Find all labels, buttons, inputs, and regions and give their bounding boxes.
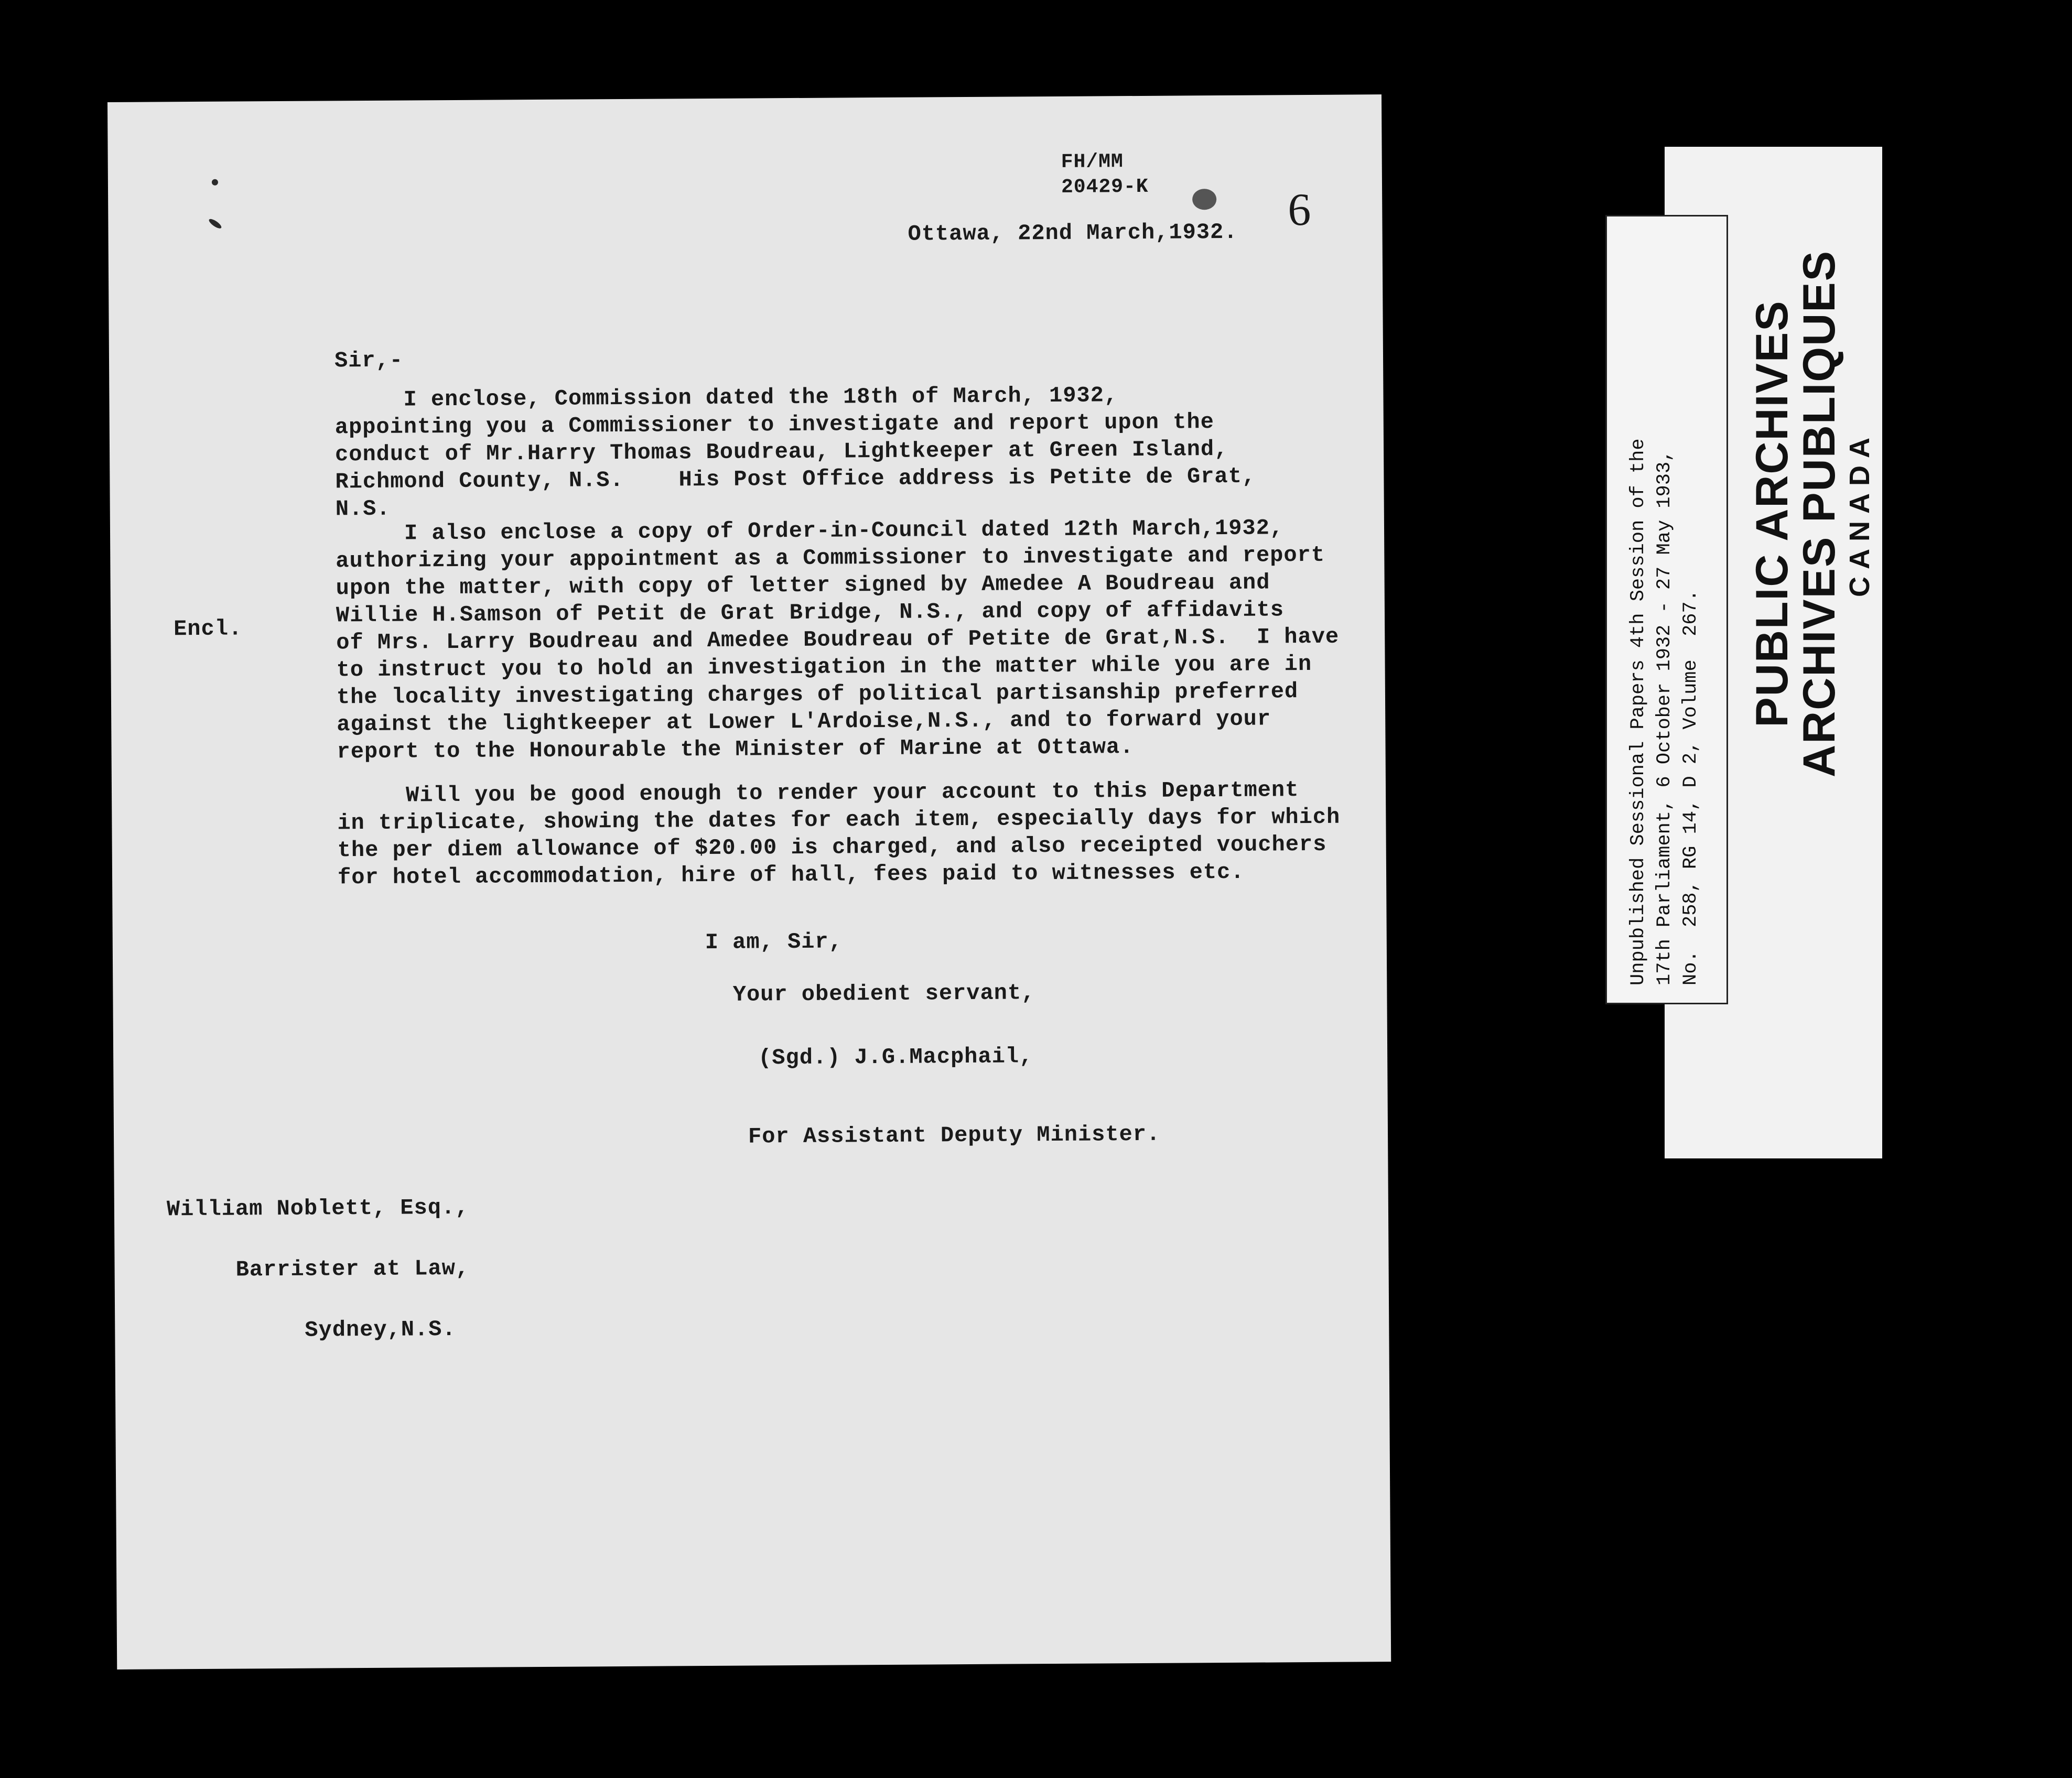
paragraph-order-in-council: I also enclose a copy of Order-in-Council dated 12th March,1932, authorizing your appointment as a Commissioner to investigate and report upon the matter, with copy of letter signed by Amedee A Boudreau and Willie H.Samson of Petit de Grat Bridge, N.S., and copy of affidavits of Mrs. Larry Boudreau and Amedee Boudreau of Petite de Grat,N.S. I have to instruct you to hold an investigation in the matter while you are in the locality investigating charges of political partisanship preferred against the lightkeeper at Lower L'Ardoise,N.S., and to forward your report to the Honourable the Minister of Marine at Ottawa.	[335, 515, 1340, 765]
enclosure-note: Encl.	[173, 616, 243, 642]
department-reference	[1061, 149, 1149, 200]
salutation: Sir,-	[334, 348, 404, 374]
reference-initials: FH/MM	[1061, 150, 1124, 174]
paragraph-commission: I enclose, Commission dated the 18th of March, 1932, appointing you a Commissioner to investigate and report upon the conduct of Mr.Harry Thomas Boudreau, Lightkeeper at Green Island, Richmond County, N.S. His Post Office address is Petite de Grat, N.S.	[334, 383, 1256, 522]
letter-page	[107, 94, 1391, 1669]
source-line-3: No. 258, RG 14, D 2, Volume 267.	[1680, 590, 1702, 985]
addressee-city: Sydney,N.S.	[167, 1316, 456, 1344]
source-label-text	[1625, 241, 1704, 985]
archive-card-text	[1749, 225, 1876, 802]
addressee-profession: Barrister at Law,	[167, 1255, 470, 1283]
paragraph-account: Will you be good enough to render your account to this Department in triplicate, showing the dates for each item, especially days for which the per diem allowance of $20.00 is charged, and also receipted vouchers for hotel accommodation, hire of hall, fees paid to witnesses etc.	[337, 777, 1341, 891]
signature-line: (Sgd.) J.G.Macphail,	[758, 1044, 1033, 1071]
archive-line-english: PUBLIC ARCHIVES	[1747, 300, 1797, 728]
source-line-2: 17th Parliament, 6 October 1932 - 27 May 1933,	[1654, 450, 1676, 985]
stamp-smudge	[1192, 189, 1216, 210]
closing-valediction: Your obedient servant,	[705, 980, 1035, 1008]
closing	[705, 914, 1035, 1021]
signatory-title: For Assistant Deputy Minister.	[748, 1121, 1161, 1150]
reference-file-number: 20429-K	[1061, 175, 1149, 199]
archive-line-french: ARCHIVES PUBLIQUES	[1794, 250, 1844, 778]
addressee-name: William Noblett, Esq.,	[166, 1195, 469, 1222]
archive-line-country: CANADA	[1844, 430, 1875, 597]
source-line-1: Unpublished Sessional Papers 4th Session of the	[1627, 438, 1649, 985]
addressee-block	[167, 1177, 470, 1362]
page-number: 6	[1288, 184, 1312, 236]
ink-dot	[212, 179, 218, 186]
ink-mark	[208, 218, 223, 230]
closing-greeting: I am, Sir,	[705, 929, 843, 956]
date-line: Ottawa, 22nd March,1932.	[908, 219, 1238, 247]
